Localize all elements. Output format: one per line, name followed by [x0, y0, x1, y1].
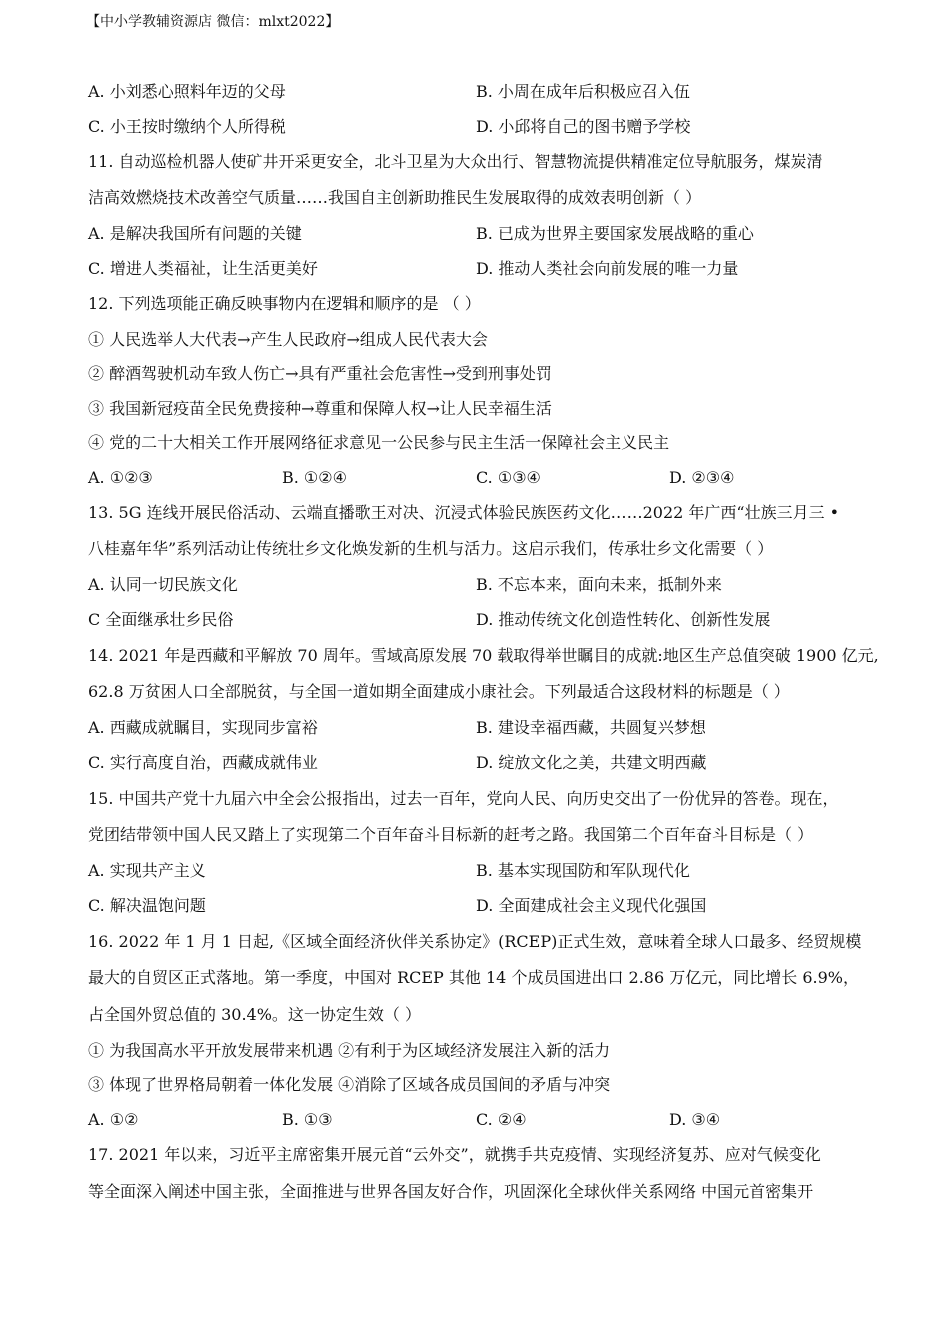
q11-stem-line2: 洁高效燃烧技术改善空气质量……我国自主创新助推民生发展取得的成效表明创新（ ）	[88, 188, 702, 207]
q14-option-b: B. 建设幸福西藏，共圆复兴梦想	[476, 718, 706, 737]
q11-option-c: C. 增进人类福祉，让生活更美好	[88, 259, 318, 278]
q15-option-a: A. 实现共产主义	[88, 861, 206, 880]
q15-option-c: C. 解决温饱问题	[88, 896, 206, 915]
q12-statement-3: ③ 我国新冠疫苗全民免费接种→尊重和保障人权→让人民幸福生活	[88, 399, 552, 418]
q10-option-a: A. 小刘悉心照料年迈的父母	[88, 82, 286, 101]
q13-option-a: A. 认同一切民族文化	[88, 575, 238, 594]
q14-option-d: D. 绽放文化之美，共建文明西藏	[476, 753, 707, 772]
q17-stem-line2: 等全面深入阐述中国主张，全面推进与世界各国友好合作，巩固深化全球伙伴关系网络 中国元首密集开	[88, 1182, 814, 1201]
q11-option-a: A. 是解决我国所有问题的关键	[88, 224, 302, 243]
q13-stem-line1: 13. 5G 连线开展民俗活动、云端直播歌王对决、沉浸式体验民族医药文化……2022 年广西“壮族三月三 •	[88, 503, 840, 522]
q12-statement-1: ① 人民选举人大代表→产生人民政府→组成人民代表大会	[88, 330, 488, 349]
q15-option-b: B. 基本实现国防和军队现代化	[476, 861, 690, 880]
q16-stem-line2: 最大的自贸区正式落地。第一季度，中国对 RCEP 其他 14 个成员国进出口 2.86 万亿元，同比增长 6.9%，	[88, 968, 859, 987]
q16-statements-1-2: ① 为我国高水平开放发展带来机遇 ②有利于为区域经济发展注入新的活力	[88, 1041, 611, 1060]
q12-statement-4: ④ 党的二十大相关工作开展网络征求意见一公民参与民主生活一保障社会主义民主	[88, 433, 670, 452]
q15-stem-line2: 党团结带领中国人民又踏上了实现第二个百年奋斗目标新的赶考之路。我国第二个百年奋斗目标是（ ）	[88, 825, 814, 844]
q10-option-d: D. 小邱将自己的图书赠予学校	[476, 117, 691, 136]
q10-option-c: C. 小王按时缴纳个人所得税	[88, 117, 286, 136]
q11-option-b: B. 已成为世界主要国家发展战略的重心	[476, 224, 754, 243]
q16-stem-line3: 占全国外贸总值的 30.4%。这一协定生效（ ）	[88, 1005, 422, 1024]
q12-option-b: B. ①②④	[282, 468, 347, 487]
q15-stem-line1: 15. 中国共产党十九届六中全会公报指出，过去一百年，党向人民、向历史交出了一份优异的答卷。现在，	[88, 789, 839, 808]
q11-stem-line1: 11. 自动巡检机器人使矿井开采更安全，北斗卫星为大众出行、智慧物流提供精准定位导航服务，煤炭清	[88, 152, 823, 171]
q14-option-c: C. 实行高度自治，西藏成就伟业	[88, 753, 318, 772]
q13-stem-line2: 八桂嘉年华”系列活动让传统壮乡文化焕发新的生机与活力。这启示我们，传承壮乡文化需要（ ）	[88, 539, 774, 558]
q12-option-a: A. ①②③	[88, 468, 153, 487]
q16-option-a: A. ①②	[88, 1110, 139, 1129]
page-header: 【中小学教辅资源店 微信：mlxt2022】	[86, 14, 340, 30]
q12-option-d: D. ②③④	[669, 468, 735, 487]
q16-option-c: C. ②④	[476, 1110, 527, 1129]
q16-stem-line1: 16. 2022 年 1 月 1 日起,《区域全面经济伙伴关系协定》(RCEP)正式生效，意味着全球人口最多、经贸规模	[88, 932, 862, 951]
q14-stem-line1: 14. 2021 年是西藏和平解放 70 周年。雪域高原发展 70 载取得举世瞩目的成就:地区生产总值突破 1900 亿元,	[88, 646, 879, 665]
q16-option-d: D. ③④	[669, 1110, 721, 1129]
q15-option-d: D. 全面建成社会主义现代化强国	[476, 896, 707, 915]
q16-statements-3-4: ③ 体现了世界格局朝着一体化发展 ④消除了区域各成员国间的矛盾与冲突	[88, 1075, 611, 1094]
q14-stem-line2: 62.8 万贫困人口全部脱贫，与全国一道如期全面建成小康社会。下列最适合这段材料的标题是（ ）	[88, 682, 790, 701]
q16-option-b: B. ①③	[282, 1110, 333, 1129]
q11-option-d: D. 推动人类社会向前发展的唯一力量	[476, 259, 739, 278]
q13-option-b: B. 不忘本来，面向未来，抵制外来	[476, 575, 722, 594]
q10-option-b: B. 小周在成年后积极应召入伍	[476, 82, 690, 101]
q13-option-d: D. 推动传统文化创造性转化、创新性发展	[476, 610, 771, 629]
q14-option-a: A. 西藏成就瞩目，实现同步富裕	[88, 718, 318, 737]
q12-option-c: C. ①③④	[476, 468, 541, 487]
q13-option-c: C 全面继承壮乡民俗	[88, 610, 234, 629]
q12-stem: 12. 下列选项能正确反映事物内在逻辑和顺序的是 （ ）	[88, 294, 481, 313]
q17-stem-line1: 17. 2021 年以来，习近平主席密集开展元首“云外交”，就携手共克疫情、实现经济复苏、应对气候变化	[88, 1145, 821, 1164]
q12-statement-2: ② 醉酒驾驶机动车致人伤亡→具有严重社会危害性→受到刑事处罚	[88, 364, 552, 383]
